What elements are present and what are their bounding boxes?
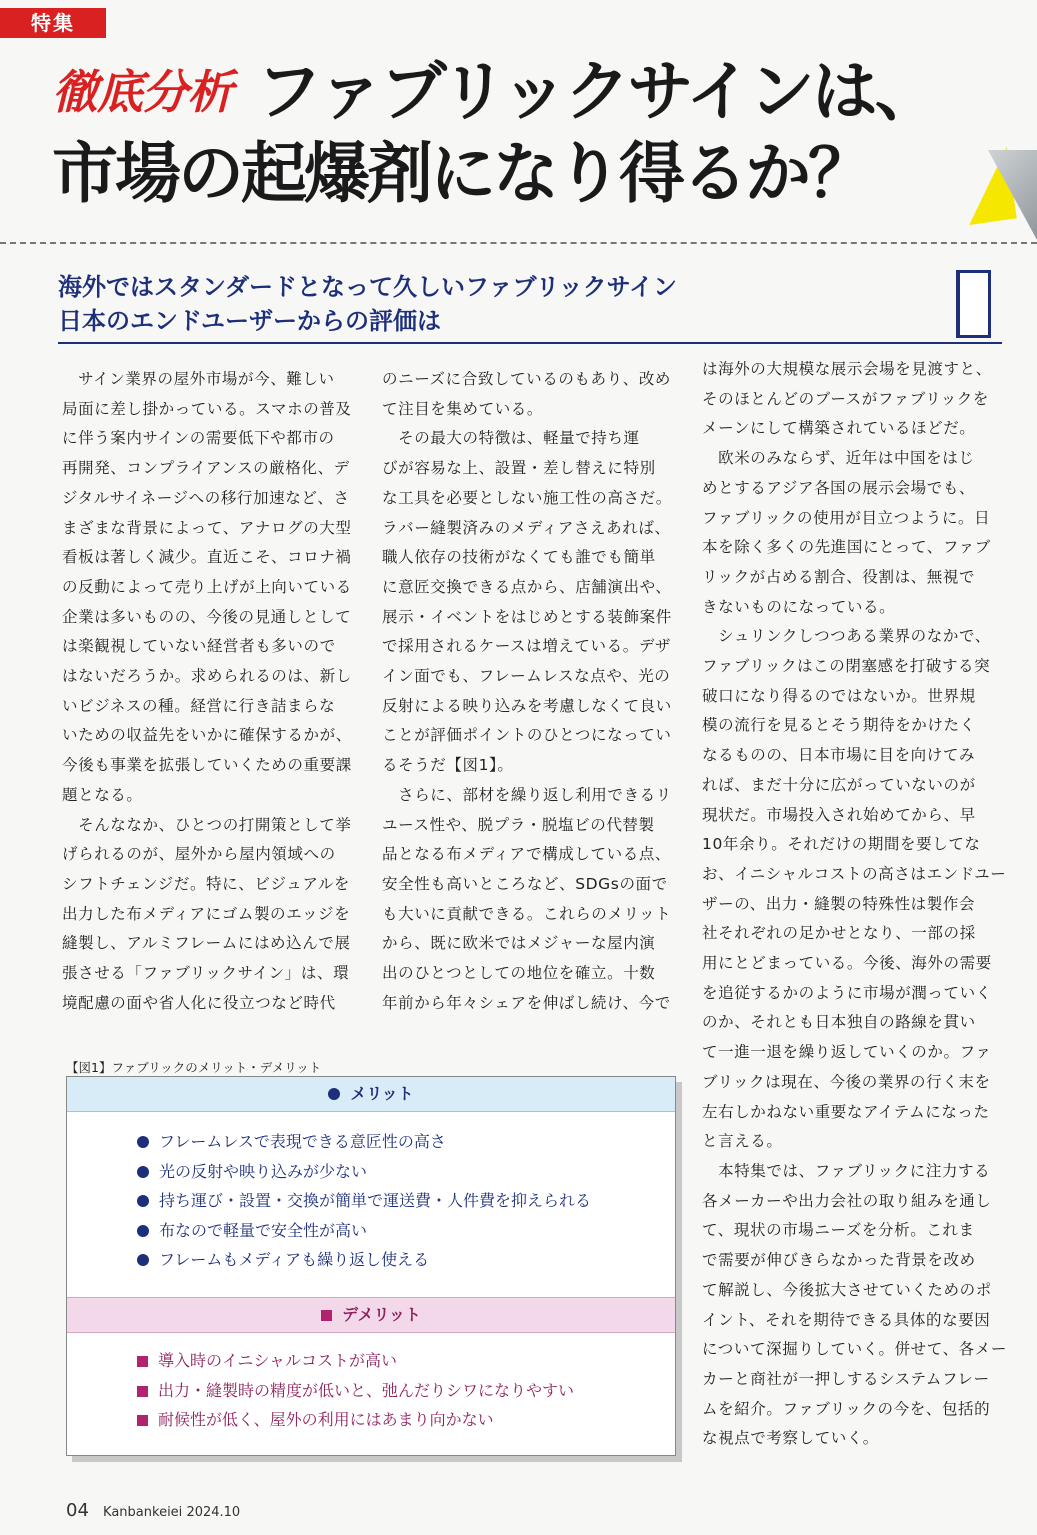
demerit-header (67, 1297, 675, 1333)
subtitle (58, 270, 677, 338)
bracket-decoration (956, 270, 991, 338)
bullet-icon (137, 1225, 149, 1237)
section-tag: 特集 (0, 8, 106, 38)
page-number: 04 (66, 1500, 89, 1521)
merit-item (137, 1186, 591, 1216)
issue-date: 2024.10 (186, 1505, 241, 1520)
merit-text: フレームレスで表現できる意匠性の高さ (159, 1132, 446, 1151)
demerit-title: デメリット (342, 1305, 421, 1324)
square-bullet-icon (137, 1415, 148, 1426)
merit-item (137, 1216, 591, 1246)
merit-item (137, 1157, 591, 1187)
merit-item (137, 1245, 591, 1275)
bullet-icon (137, 1166, 149, 1178)
magazine-name: Kanbankeiei (103, 1505, 183, 1520)
square-bullet-icon (137, 1386, 148, 1397)
demerit-item (137, 1376, 574, 1406)
subtitle-line-1: 海外ではスタンダードとなって久しいファブリックサイン (58, 273, 677, 301)
body-column-3: は海外の大規模な展示会場を見渡すと、 そのほとんどのブースがファブリックを メーンにして構築されているほどだ。 欧米のみならず、近年は中国をはじ めとするアジア各国の展示会場でも、 ファブリックの使用が目立つように。日 本を除く多くの先進国にとって、ファブ リックが占める割合、役割は、無視で きないものになっている。 シュリンクしつつある業界のなかで、 ファブリックはこの閉塞感を打破する突 破口になり得るのではないか。世界規 模の流行を見るとそう期待をかけたく なるものの、日本市場に目を向けてみ れば、まだ十分に広がっていないのが 現状だ。市場投入され始めてから、早 10年余り。それだけの期間を要してな お、イニシャルコストの高さはエンドユー ザーの、出力・縫製の特殊性は製作会 社それぞれの足かせとなり、一部の採 用にとどまっている。今後、海外の需要 を追従するかのように市場が潤っていく のか、それとも日本独自の路線を貫い て一進一退を繰り返していくのか。ファ ブリックは現在、今後の業界の行く末を 左右しかねない重要なアイテムになった と言える。 本特集では、ファブリックに注力する 各メーカーや出力会社の取り組みを通し て、現状の市場ニーズを分析。これま で需要が伸びきらなかった背景を改め て解説し、今後拡大させていくためのポ イント、それを期待できる具体的な要因 について深掘りしていく。併せて、各メー カーと商社が一押しするシステムフレー ムを紹介。ファブリックの今を、包括的 な視点で考察していく。 (702, 360, 1007, 1448)
body-column-1: サイン業界の屋外市場が今、難しい 局面に差し掛かっている。スマホの普及 に伴う案内サインの需要低下や都市の 再開発、コンプライアンスの厳格化、デ ジタルサイネージへの移行加速など、さ まざまな背景によって、アナログの大型 看板は著しく減少。直近こそ、コロナ禍 の反動によって売り上げが上向いている 企業は多いものの、今後の見通しとして は楽観視していない経営者も多いので はないだろうか。求められるのは、新し いビジネスの種。経営に行き詰まらな いための収益先をいかに確保するかが、 今後も事業を拡張していくための重要課 題となる。 そんななか、ひとつの打開策として挙 げられるのが、屋外から屋内領域への シフトチェンジだ。特に、ビジュアルを 出力した布メディアにゴム製のエッジを 縫製し、アルミフレームにはめ込んで展 張させる「ファブリックサイン」は、環 境配慮の面や省人化に役立つなど時代 (62, 370, 352, 1012)
subtitle-rule (58, 342, 1002, 344)
dashed-divider (0, 242, 1037, 244)
figure-caption: 【図1】ファブリックのメリット・デメリット (66, 1060, 322, 1075)
headline-kicker: 徹底分析 (52, 65, 232, 119)
demerit-square-icon (321, 1310, 332, 1321)
merit-item (137, 1127, 591, 1157)
demerit-list (137, 1346, 574, 1435)
merit-text: 持ち運び・設置・交換が簡単で運送費・人件費を抑えられる (159, 1191, 592, 1210)
headline-text-1: ファブリックサインは、 (256, 53, 938, 130)
headline-line-2: 市場の起爆剤になり得るか？ (52, 135, 871, 212)
demerit-item (137, 1346, 574, 1376)
square-bullet-icon (137, 1356, 148, 1367)
bullet-icon (137, 1254, 149, 1266)
bullet-icon (137, 1195, 149, 1207)
merit-header (67, 1077, 675, 1112)
demerit-text: 出力・縫製時の精度が低いと、弛んだりシワになりやすい (158, 1380, 575, 1400)
merit-title: メリット (350, 1084, 414, 1103)
subtitle-line-2: 日本のエンドユーザーからの評価は (58, 307, 442, 335)
body-column-2: のニーズに合致しているのもあり、改め て注目を集めている。 その最大の特徴は、軽量で持ち運 びが容易な上、設置・差し替えに特別 な工具を必要としない施工性の高さだ。 ラバー縫製済みのメディアさえあれば、 職人依存の技術がなくても誰でも簡単 に意匠交換できる点から、店舗演出や、 展示・イベントをはじめとする装飾案件 で採用されるケースは増えている。デザ イン面でも、フレームレスな点や、光の 反射による映り込みを考慮しなくて良い ことが評価ポイントのひとつになってい るそうだ【図1】。 さらに、部材を繰り返し利用できるリ ユース性や、脱プラ・脱塩ビの代替製 品となる布メディアで構成している点、 安全性も高いところなど、SDGsの面で も大いに貢献できる。これらのメリット から、既に欧米ではメジャーな屋内演 出のひとつとしての地位を確立。十数 年前から年々シェアを伸ばし続け、今で (382, 370, 672, 1012)
headline-line-1 (52, 52, 938, 132)
bullet-icon (137, 1136, 149, 1148)
merit-text: フレームもメディアも繰り返し使える (159, 1250, 430, 1269)
demerit-item (137, 1405, 574, 1435)
demerit-text: 導入時のイニシャルコストが高い (158, 1351, 398, 1370)
merit-text: 布なので軽量で安全性が高い (159, 1220, 368, 1240)
merit-list (137, 1127, 591, 1275)
demerit-text: 耐候性が低く、屋外の利用にはあまり向かない (158, 1410, 494, 1429)
merit-text: 光の反射や映り込みが少ない (159, 1161, 368, 1181)
merit-bullet-icon (328, 1088, 340, 1100)
page-footer (66, 1500, 240, 1521)
figure-box (66, 1076, 676, 1456)
